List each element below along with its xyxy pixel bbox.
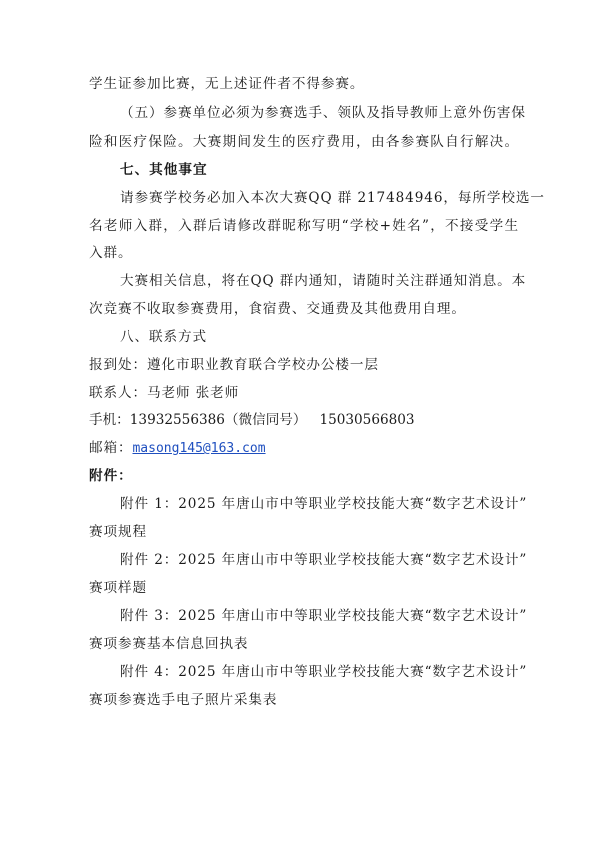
attachment-item: 附件 2：2025 年唐山市中等职业学校技能大赛“数字艺术设计”: [120, 552, 528, 568]
contact-email: [89, 438, 519, 459]
paragraph-line: 次竞赛不收取参赛费用，食宿费、交通费及其他费用自理。: [89, 301, 466, 317]
paragraph-line: 名老师入群，入群后请修改群昵称写明“学校+姓名”，不接受学生: [89, 218, 519, 234]
contact-address: 报到处：遵化市职业教育联合学校办公楼一层: [89, 357, 379, 373]
paragraph-line: 请参赛学校务必加入本次大赛QQ 群 217484946，每所学校选一: [120, 190, 545, 206]
email-label: 邮箱：: [89, 440, 133, 456]
contact-person: 联系人：马老师 张老师: [89, 385, 240, 401]
contact-phone: 手机：13932556386（微信同号） 15030566803: [89, 412, 415, 428]
paragraph-line: 大赛相关信息，将在QQ 群内通知，请随时关注群通知消息。本: [120, 273, 527, 289]
paragraph-line: 险和医疗保险。大赛期间发生的医疗费用，由各参赛队自行解决。: [89, 134, 519, 150]
paragraph-line: 学生证参加比赛，无上述证件者不得参赛。: [89, 76, 365, 92]
attachment-item: 附件 1：2025 年唐山市中等职业学校技能大赛“数字艺术设计”: [120, 496, 528, 512]
attachment-item-continued: 赛项参赛基本信息回执表: [89, 636, 249, 652]
attachments-heading: 附件：: [89, 468, 133, 484]
attachment-item: 附件 3：2025 年唐山市中等职业学校技能大赛“数字艺术设计”: [120, 608, 528, 624]
attachment-item-continued: 赛项参赛选手电子照片采集表: [89, 692, 278, 708]
paragraph-line: （五）参赛单位必须为参赛选手、领队及指导教师上意外伤害保: [120, 105, 526, 121]
section-heading-contact: 八、联系方式: [120, 329, 207, 345]
attachment-item-continued: 赛项规程: [89, 524, 147, 540]
attachment-item-continued: 赛项样题: [89, 580, 147, 596]
email-link[interactable]: masong145@163.com: [132, 441, 266, 456]
attachment-item: 附件 4：2025 年唐山市中等职业学校技能大赛“数字艺术设计”: [120, 664, 528, 680]
section-heading-other-matters: 七、其他事宜: [120, 162, 208, 178]
paragraph-line: 入群。: [89, 245, 133, 261]
